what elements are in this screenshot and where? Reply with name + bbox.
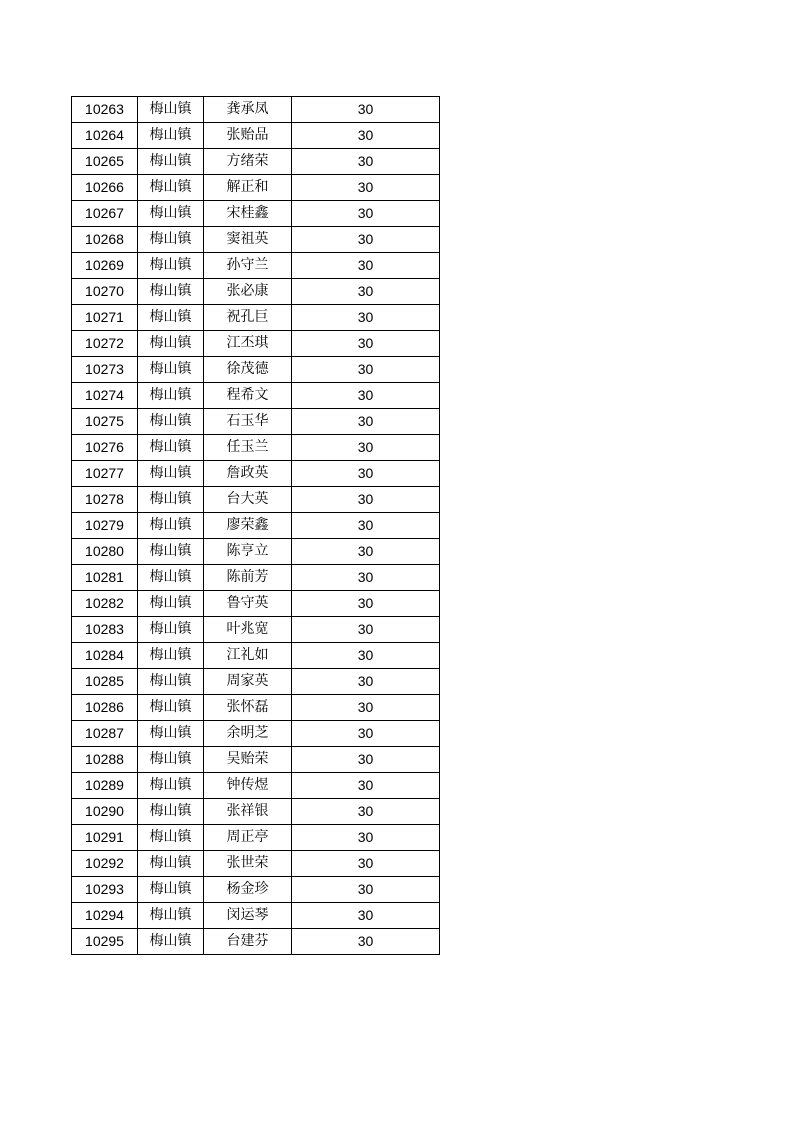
cell-name: 杨金珍 bbox=[204, 877, 292, 903]
cell-id: 10281 bbox=[72, 565, 138, 591]
table-row bbox=[72, 799, 440, 825]
cell-town: 梅山镇 bbox=[138, 747, 204, 773]
cell-amount: 30 bbox=[292, 279, 440, 305]
table-row bbox=[72, 201, 440, 227]
table-row bbox=[72, 253, 440, 279]
cell-town: 梅山镇 bbox=[138, 461, 204, 487]
table-row bbox=[72, 357, 440, 383]
cell-name: 周家英 bbox=[204, 669, 292, 695]
cell-id: 10276 bbox=[72, 435, 138, 461]
cell-name: 解正和 bbox=[204, 175, 292, 201]
cell-name: 方绪荣 bbox=[204, 149, 292, 175]
cell-amount: 30 bbox=[292, 461, 440, 487]
cell-amount: 30 bbox=[292, 253, 440, 279]
table-row bbox=[72, 149, 440, 175]
cell-town: 梅山镇 bbox=[138, 903, 204, 929]
table-row bbox=[72, 929, 440, 955]
table-row bbox=[72, 331, 440, 357]
cell-id: 10283 bbox=[72, 617, 138, 643]
cell-town: 梅山镇 bbox=[138, 279, 204, 305]
table-row bbox=[72, 565, 440, 591]
table-row bbox=[72, 747, 440, 773]
cell-name: 台大英 bbox=[204, 487, 292, 513]
table-row bbox=[72, 175, 440, 201]
cell-town: 梅山镇 bbox=[138, 435, 204, 461]
cell-amount: 30 bbox=[292, 877, 440, 903]
cell-amount: 30 bbox=[292, 331, 440, 357]
cell-town: 梅山镇 bbox=[138, 799, 204, 825]
cell-town: 梅山镇 bbox=[138, 357, 204, 383]
cell-id: 10292 bbox=[72, 851, 138, 877]
cell-name: 张必康 bbox=[204, 279, 292, 305]
cell-town: 梅山镇 bbox=[138, 539, 204, 565]
cell-id: 10270 bbox=[72, 279, 138, 305]
cell-name: 陈前芳 bbox=[204, 565, 292, 591]
cell-town: 梅山镇 bbox=[138, 825, 204, 851]
cell-town: 梅山镇 bbox=[138, 643, 204, 669]
cell-id: 10287 bbox=[72, 721, 138, 747]
cell-amount: 30 bbox=[292, 903, 440, 929]
table-row bbox=[72, 305, 440, 331]
cell-amount: 30 bbox=[292, 435, 440, 461]
cell-name: 余明芝 bbox=[204, 721, 292, 747]
cell-name: 宋桂鑫 bbox=[204, 201, 292, 227]
cell-name: 陈亨立 bbox=[204, 539, 292, 565]
table-row bbox=[72, 513, 440, 539]
cell-id: 10284 bbox=[72, 643, 138, 669]
cell-town: 梅山镇 bbox=[138, 721, 204, 747]
cell-id: 10273 bbox=[72, 357, 138, 383]
cell-name: 窦祖英 bbox=[204, 227, 292, 253]
table-row bbox=[72, 279, 440, 305]
cell-name: 张怀磊 bbox=[204, 695, 292, 721]
cell-name: 江礼如 bbox=[204, 643, 292, 669]
cell-amount: 30 bbox=[292, 929, 440, 955]
cell-amount: 30 bbox=[292, 799, 440, 825]
cell-amount: 30 bbox=[292, 409, 440, 435]
cell-town: 梅山镇 bbox=[138, 253, 204, 279]
cell-id: 10290 bbox=[72, 799, 138, 825]
cell-name: 詹政英 bbox=[204, 461, 292, 487]
cell-id: 10291 bbox=[72, 825, 138, 851]
cell-name: 张贻品 bbox=[204, 123, 292, 149]
table-row bbox=[72, 851, 440, 877]
cell-town: 梅山镇 bbox=[138, 591, 204, 617]
cell-town: 梅山镇 bbox=[138, 383, 204, 409]
cell-name: 钟传煜 bbox=[204, 773, 292, 799]
table-row bbox=[72, 773, 440, 799]
cell-town: 梅山镇 bbox=[138, 773, 204, 799]
cell-name: 龚承凤 bbox=[204, 97, 292, 123]
cell-id: 10271 bbox=[72, 305, 138, 331]
cell-amount: 30 bbox=[292, 175, 440, 201]
cell-town: 梅山镇 bbox=[138, 929, 204, 955]
cell-amount: 30 bbox=[292, 721, 440, 747]
cell-name: 孙守兰 bbox=[204, 253, 292, 279]
cell-amount: 30 bbox=[292, 487, 440, 513]
cell-id: 10288 bbox=[72, 747, 138, 773]
table-row bbox=[72, 227, 440, 253]
cell-amount: 30 bbox=[292, 149, 440, 175]
cell-name: 徐茂德 bbox=[204, 357, 292, 383]
cell-id: 10268 bbox=[72, 227, 138, 253]
cell-town: 梅山镇 bbox=[138, 487, 204, 513]
cell-amount: 30 bbox=[292, 227, 440, 253]
table-row bbox=[72, 123, 440, 149]
cell-id: 10285 bbox=[72, 669, 138, 695]
cell-amount: 30 bbox=[292, 513, 440, 539]
cell-town: 梅山镇 bbox=[138, 305, 204, 331]
cell-town: 梅山镇 bbox=[138, 565, 204, 591]
cell-town: 梅山镇 bbox=[138, 851, 204, 877]
cell-name: 台建芬 bbox=[204, 929, 292, 955]
table-row bbox=[72, 487, 440, 513]
cell-name: 廖荣鑫 bbox=[204, 513, 292, 539]
table-row bbox=[72, 695, 440, 721]
table-row bbox=[72, 383, 440, 409]
cell-amount: 30 bbox=[292, 591, 440, 617]
cell-town: 梅山镇 bbox=[138, 877, 204, 903]
cell-id: 10264 bbox=[72, 123, 138, 149]
cell-amount: 30 bbox=[292, 539, 440, 565]
cell-name: 张世荣 bbox=[204, 851, 292, 877]
table-row bbox=[72, 721, 440, 747]
cell-name: 吴贻荣 bbox=[204, 747, 292, 773]
cell-town: 梅山镇 bbox=[138, 175, 204, 201]
cell-name: 周正亭 bbox=[204, 825, 292, 851]
cell-name: 叶兆宽 bbox=[204, 617, 292, 643]
table-row bbox=[72, 669, 440, 695]
cell-amount: 30 bbox=[292, 97, 440, 123]
cell-name: 任玉兰 bbox=[204, 435, 292, 461]
cell-amount: 30 bbox=[292, 123, 440, 149]
cell-id: 10263 bbox=[72, 97, 138, 123]
table-row bbox=[72, 617, 440, 643]
cell-amount: 30 bbox=[292, 825, 440, 851]
cell-id: 10272 bbox=[72, 331, 138, 357]
cell-name: 张祥银 bbox=[204, 799, 292, 825]
table-row bbox=[72, 461, 440, 487]
cell-id: 10269 bbox=[72, 253, 138, 279]
cell-town: 梅山镇 bbox=[138, 227, 204, 253]
cell-town: 梅山镇 bbox=[138, 123, 204, 149]
cell-town: 梅山镇 bbox=[138, 409, 204, 435]
cell-name: 祝孔巨 bbox=[204, 305, 292, 331]
cell-town: 梅山镇 bbox=[138, 669, 204, 695]
cell-id: 10275 bbox=[72, 409, 138, 435]
cell-town: 梅山镇 bbox=[138, 513, 204, 539]
cell-amount: 30 bbox=[292, 747, 440, 773]
cell-id: 10294 bbox=[72, 903, 138, 929]
cell-amount: 30 bbox=[292, 669, 440, 695]
cell-amount: 30 bbox=[292, 773, 440, 799]
cell-name: 石玉华 bbox=[204, 409, 292, 435]
cell-amount: 30 bbox=[292, 305, 440, 331]
table-row bbox=[72, 539, 440, 565]
table-row bbox=[72, 903, 440, 929]
cell-town: 梅山镇 bbox=[138, 97, 204, 123]
cell-id: 10278 bbox=[72, 487, 138, 513]
cell-amount: 30 bbox=[292, 357, 440, 383]
table-row bbox=[72, 97, 440, 123]
cell-name: 程希文 bbox=[204, 383, 292, 409]
table-row bbox=[72, 435, 440, 461]
cell-id: 10286 bbox=[72, 695, 138, 721]
cell-amount: 30 bbox=[292, 643, 440, 669]
roster-table bbox=[71, 96, 440, 955]
cell-amount: 30 bbox=[292, 617, 440, 643]
cell-town: 梅山镇 bbox=[138, 617, 204, 643]
cell-town: 梅山镇 bbox=[138, 201, 204, 227]
cell-id: 10293 bbox=[72, 877, 138, 903]
cell-id: 10277 bbox=[72, 461, 138, 487]
cell-amount: 30 bbox=[292, 565, 440, 591]
cell-amount: 30 bbox=[292, 201, 440, 227]
table-row bbox=[72, 643, 440, 669]
cell-id: 10267 bbox=[72, 201, 138, 227]
roster-table-body bbox=[72, 97, 440, 955]
cell-town: 梅山镇 bbox=[138, 331, 204, 357]
cell-id: 10266 bbox=[72, 175, 138, 201]
table-row bbox=[72, 825, 440, 851]
cell-name: 闵运琴 bbox=[204, 903, 292, 929]
cell-id: 10295 bbox=[72, 929, 138, 955]
cell-town: 梅山镇 bbox=[138, 149, 204, 175]
cell-name: 鲁守英 bbox=[204, 591, 292, 617]
cell-amount: 30 bbox=[292, 851, 440, 877]
cell-id: 10274 bbox=[72, 383, 138, 409]
cell-name: 江丕琪 bbox=[204, 331, 292, 357]
table-row bbox=[72, 591, 440, 617]
cell-id: 10280 bbox=[72, 539, 138, 565]
table-row bbox=[72, 409, 440, 435]
cell-id: 10279 bbox=[72, 513, 138, 539]
cell-amount: 30 bbox=[292, 383, 440, 409]
cell-id: 10282 bbox=[72, 591, 138, 617]
cell-id: 10289 bbox=[72, 773, 138, 799]
table-row bbox=[72, 877, 440, 903]
cell-town: 梅山镇 bbox=[138, 695, 204, 721]
cell-id: 10265 bbox=[72, 149, 138, 175]
cell-amount: 30 bbox=[292, 695, 440, 721]
